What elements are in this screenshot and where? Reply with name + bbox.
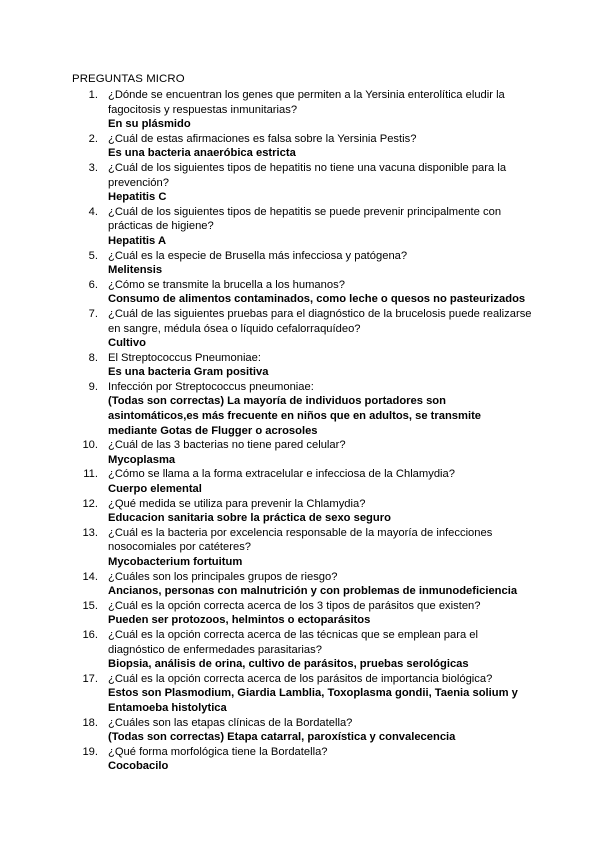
question-item bbox=[72, 672, 532, 716]
question-text: Infección por Streptococcus pneumoniae: bbox=[108, 380, 314, 393]
question-text: ¿Cómo se llama a la forma extracelular e infecciosa de la Chlamydia? bbox=[108, 468, 455, 481]
question-text: ¿Cuál de las 3 bacterias no tiene pared celular? bbox=[108, 439, 346, 452]
question-text: ¿Qué medida se utiliza para prevenir la Chlamydia? bbox=[108, 497, 366, 510]
question-list bbox=[72, 88, 532, 774]
question-number: 11. bbox=[83, 468, 98, 481]
question-number: 14. bbox=[82, 570, 98, 583]
question-text: ¿Cuál es la especie de Brusella más infecciosa y patógena? bbox=[108, 249, 408, 262]
question-item bbox=[72, 205, 532, 249]
question-number: 13. bbox=[82, 526, 98, 539]
question-item bbox=[72, 278, 532, 307]
question-text: ¿Dónde se encuentran los genes que permiten a la Yersinia enterolítica eludir la fagocitosis y respuestas inmunitarias? bbox=[108, 89, 505, 116]
answer-text: Es una bacteria anaeróbica estricta bbox=[108, 147, 296, 160]
question-number: 2. bbox=[88, 132, 98, 145]
question-text: ¿Qué forma morfológica tiene la Bordatella? bbox=[108, 745, 328, 758]
question-number: 19. bbox=[82, 745, 98, 758]
question-text: ¿Cuál de estas afirmaciones es falsa sobre la Yersinia Pestis? bbox=[108, 132, 417, 145]
answer-text: Mycoplasma bbox=[108, 453, 176, 466]
answer-text: Cultivo bbox=[108, 337, 146, 350]
answer-text: En su plásmido bbox=[108, 118, 191, 131]
question-text: ¿Cuál de los siguientes tipos de hepatitis se puede prevenir principalmente con prácticas de higiene? bbox=[108, 205, 502, 233]
answer-text: Mycobacterium fortuitum bbox=[108, 556, 243, 568]
question-text: ¿Cuál de las siguientes pruebas para el diagnóstico de la brucelosis puede realizarse en sangre, médula ósea o líquido cefalorraquídeo? bbox=[108, 307, 532, 335]
question-number: 8. bbox=[88, 351, 98, 364]
question-item bbox=[72, 599, 532, 628]
question-number: 15. bbox=[82, 599, 98, 612]
question-number: 3. bbox=[88, 161, 98, 174]
answer-text: Pueden ser protozoos, helmintos o ectoparásitos bbox=[108, 614, 371, 627]
document-title: PREGUNTAS MICRO bbox=[72, 73, 185, 85]
question-number: 10. bbox=[82, 439, 98, 452]
question-item bbox=[72, 497, 532, 526]
question-number: 9. bbox=[88, 380, 98, 393]
answer-text: Hepatitis A bbox=[108, 234, 167, 247]
question-number: 18. bbox=[82, 716, 98, 729]
answer-text: Es una bacteria Gram positiva bbox=[108, 366, 269, 379]
answer-text: (Todas son correctas) Etapa catarral, paroxística y convalecencia bbox=[108, 731, 456, 744]
answer-text: Ancianos, personas con malnutrición y con problemas de inmunodeficiencia bbox=[108, 585, 518, 598]
question-text: ¿Cuáles son los principales grupos de riesgo? bbox=[108, 570, 338, 583]
answer-text: Estos son Plasmodium, Giardia Lamblia, Toxoplasma gondii, Taenia solium y Entamoeba histolytica bbox=[108, 687, 518, 714]
question-number: 1. bbox=[88, 89, 98, 101]
answer-text: Cuerpo elemental bbox=[108, 483, 202, 496]
question-item bbox=[72, 307, 532, 351]
question-item bbox=[72, 88, 532, 132]
answer-text: Melitensis bbox=[108, 264, 163, 277]
question-item bbox=[72, 628, 532, 672]
question-text: ¿Cuál es la opción correcta acerca de los 3 tipos de parásitos que existen? bbox=[108, 599, 481, 612]
answer-text: Biopsia, análisis de orina, cultivo de parásitos, pruebas serológicas bbox=[108, 658, 469, 671]
question-number: 7. bbox=[88, 307, 98, 320]
question-item bbox=[72, 570, 532, 599]
answer-text: Hepatitis C bbox=[108, 191, 167, 204]
question-text: ¿Cuál es la bacteria por excelencia responsable de la mayoría de infecciones nosocomiales por catéteres? bbox=[108, 526, 493, 554]
question-item bbox=[72, 380, 532, 438]
question-number: 16. bbox=[82, 628, 98, 641]
question-text: El Streptococcus Pneumoniae: bbox=[108, 351, 261, 364]
question-item bbox=[72, 467, 532, 496]
question-item bbox=[72, 716, 532, 745]
question-text: ¿Cuál es la opción correcta acerca de las técnicas que se emplean para el diagnóstico de enfermedades parasitarias? bbox=[108, 628, 479, 656]
answer-text: (Todas son correctas) La mayoría de individuos portadores son asintomáticos,es más frecuente en niños que en adultos, se transmite mediante Gotas de Flugger o acrosoles bbox=[108, 395, 482, 437]
question-number: 17. bbox=[82, 672, 98, 685]
question-item bbox=[72, 132, 532, 161]
question-number: 12. bbox=[82, 497, 98, 510]
question-number: 4. bbox=[88, 205, 98, 218]
question-item bbox=[72, 161, 532, 205]
question-number: 5. bbox=[88, 249, 98, 262]
question-number: 6. bbox=[88, 278, 98, 291]
question-text: ¿Cuál de los siguientes tipos de hepatitis no tiene una vacuna disponible para la prevención? bbox=[108, 161, 507, 189]
question-text: ¿Cómo se transmite la brucella a los humanos? bbox=[108, 278, 345, 291]
answer-text: Consumo de alimentos contaminados, como leche o quesos no pasteurizados bbox=[108, 293, 526, 306]
question-text: ¿Cuáles son las etapas clínicas de la Bordatella? bbox=[108, 716, 353, 729]
question-item bbox=[72, 745, 532, 774]
question-item bbox=[72, 249, 532, 278]
question-item bbox=[72, 351, 532, 380]
question-text: ¿Cuál es la opción correcta acerca de los parásitos de importancia biológica? bbox=[108, 672, 493, 685]
answer-text: Educacion sanitaria sobre la práctica de sexo seguro bbox=[108, 512, 391, 525]
question-item bbox=[72, 438, 532, 467]
answer-text: Cocobacilo bbox=[108, 760, 169, 773]
question-item bbox=[72, 526, 532, 570]
